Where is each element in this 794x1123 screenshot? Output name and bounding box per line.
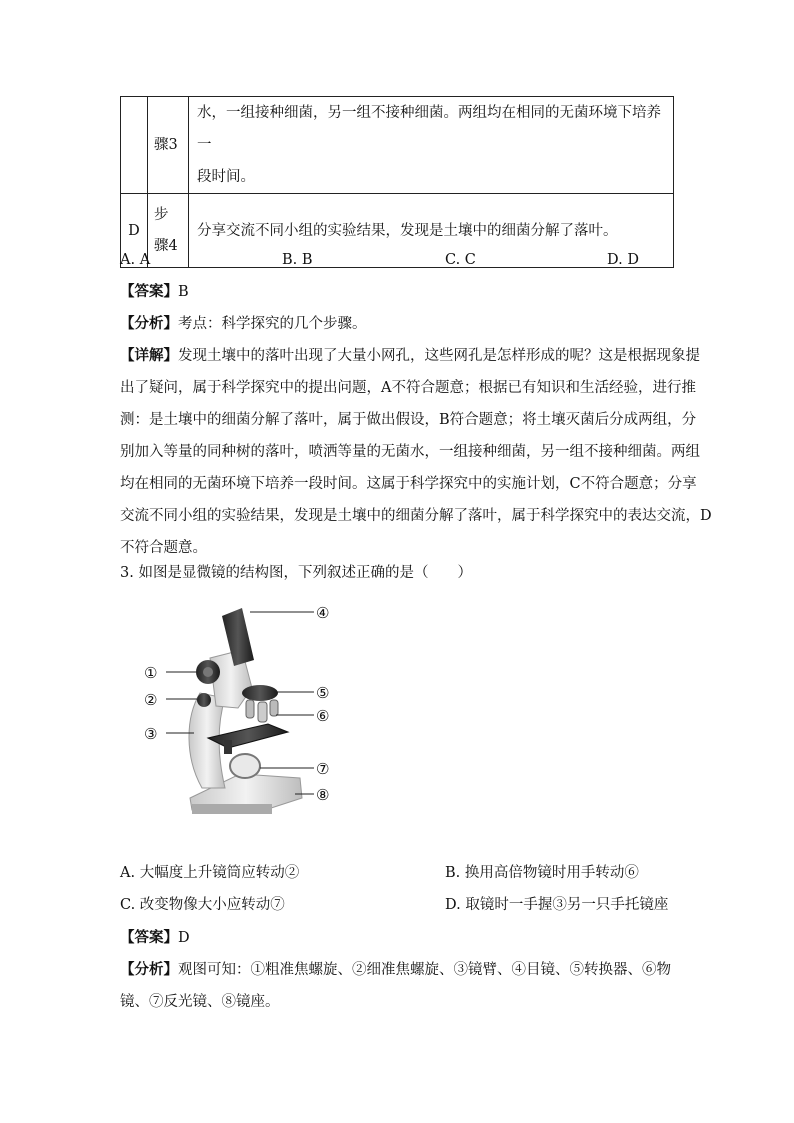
step-label: 骤4 — [154, 237, 178, 254]
label-5: ⑤ — [316, 684, 330, 702]
analysis-line: 镜、⑦反光镜、⑧镜座。 — [120, 994, 280, 1010]
objective-lens — [270, 700, 278, 716]
fine-knob — [197, 693, 211, 707]
table-cell-step — [148, 194, 189, 268]
step-label: 骤3 — [154, 136, 178, 153]
label-1: ① — [144, 664, 158, 682]
table-row — [121, 97, 674, 194]
detail-line: 出了疑问，属于科学探究中的提出问题，A不符合题意；根据已有知识和生活经验，进行推 — [120, 380, 696, 396]
objective-lens — [246, 700, 254, 718]
content-line: 水，一组接种细菌，另一组不接种细菌。两组均在相同的无菌环境下培养一 — [197, 105, 661, 153]
label-7: ⑦ — [316, 760, 330, 778]
q3-question: 3. 如图是显微镜的结构图，下列叙述正确的是（ ） — [120, 565, 472, 581]
detail-line: 均在相同的无菌环境下培养一段时间。这属于科学探究中的实施计划，C不符合题意；分享 — [120, 476, 697, 492]
option-a: A. A — [120, 252, 151, 268]
mirror — [230, 754, 260, 778]
answer-value: B — [178, 284, 189, 300]
label-8: ⑧ — [316, 786, 330, 804]
option-b: B. B — [282, 252, 313, 268]
analysis-tag: 【分析】 — [120, 961, 178, 978]
q3-option-c: C. 改变物像大小应转动⑦ — [120, 897, 285, 913]
option-d: D. D — [607, 252, 639, 268]
detail-line: 交流不同小组的实验结果，发现是土壤中的细菌分解了落叶，属于科学探究中的表达交流，D — [120, 508, 712, 524]
table-cell-letter: D — [121, 194, 148, 268]
content-line: 段时间。 — [197, 169, 255, 185]
label-3: ③ — [144, 725, 158, 743]
answer-value: D — [178, 930, 190, 946]
table-cell-content — [189, 97, 674, 194]
detail-line: 发现土壤中的落叶出现了大量小网孔，这些网孔是怎样形成的呢？这是根据现象提 — [178, 348, 700, 364]
label-2: ② — [144, 691, 158, 709]
q3-option-a: A. 大幅度上升镜筒应转动② — [120, 865, 300, 881]
table-cell-step — [148, 97, 189, 194]
q2-analysis — [120, 308, 690, 340]
analysis-text: 考点：科学探究的几个步骤。 — [178, 316, 367, 332]
answer-tag: 【答案】 — [120, 929, 178, 946]
answer-tag: 【答案】 — [120, 283, 178, 300]
analysis-line: 观图可知：①粗准焦螺旋、②细准焦螺旋、③镜臂、④目镜、⑤转换器、⑥物 — [178, 962, 671, 978]
q3-answer — [120, 922, 690, 954]
steps-table — [120, 96, 674, 268]
objective-lens — [258, 702, 267, 722]
label-4: ④ — [316, 604, 330, 622]
nosepiece — [242, 685, 278, 701]
q3-option-b: B. 换用高倍物镜时用手转动⑥ — [445, 865, 639, 881]
detail-tag: 【详解】 — [120, 347, 178, 364]
q3-option-d: D. 取镜时一手握③另一只手托镜座 — [445, 897, 669, 913]
detail-line: 别加入等量的同种树的落叶，喷洒等量的无菌水，一组接种细菌，另一组不接种细菌。两组 — [120, 444, 700, 460]
label-6: ⑥ — [316, 707, 330, 725]
analysis-tag: 【分析】 — [120, 315, 178, 332]
microscope-figure — [130, 598, 350, 830]
base-bottom — [192, 804, 272, 814]
q2-answer — [120, 276, 690, 308]
table-cell-content — [189, 194, 674, 268]
step-label: 步 — [154, 206, 169, 223]
option-c: C. C — [445, 252, 476, 268]
content-line: 分享交流不同小组的实验结果，发现是土壤中的细菌分解了落叶。 — [197, 222, 618, 239]
detail-line: 不符合题意。 — [120, 540, 207, 556]
q3-analysis — [120, 954, 690, 1018]
table-row — [121, 194, 674, 268]
table-cell-letter — [121, 97, 148, 194]
coarse-knob-center — [203, 667, 213, 677]
q2-detail — [120, 340, 712, 564]
stage-support — [224, 740, 232, 754]
detail-line: 测：是土壤中的细菌分解了落叶，属于做出假设，B符合题意；将土壤灭菌后分成两组，分 — [120, 412, 697, 428]
